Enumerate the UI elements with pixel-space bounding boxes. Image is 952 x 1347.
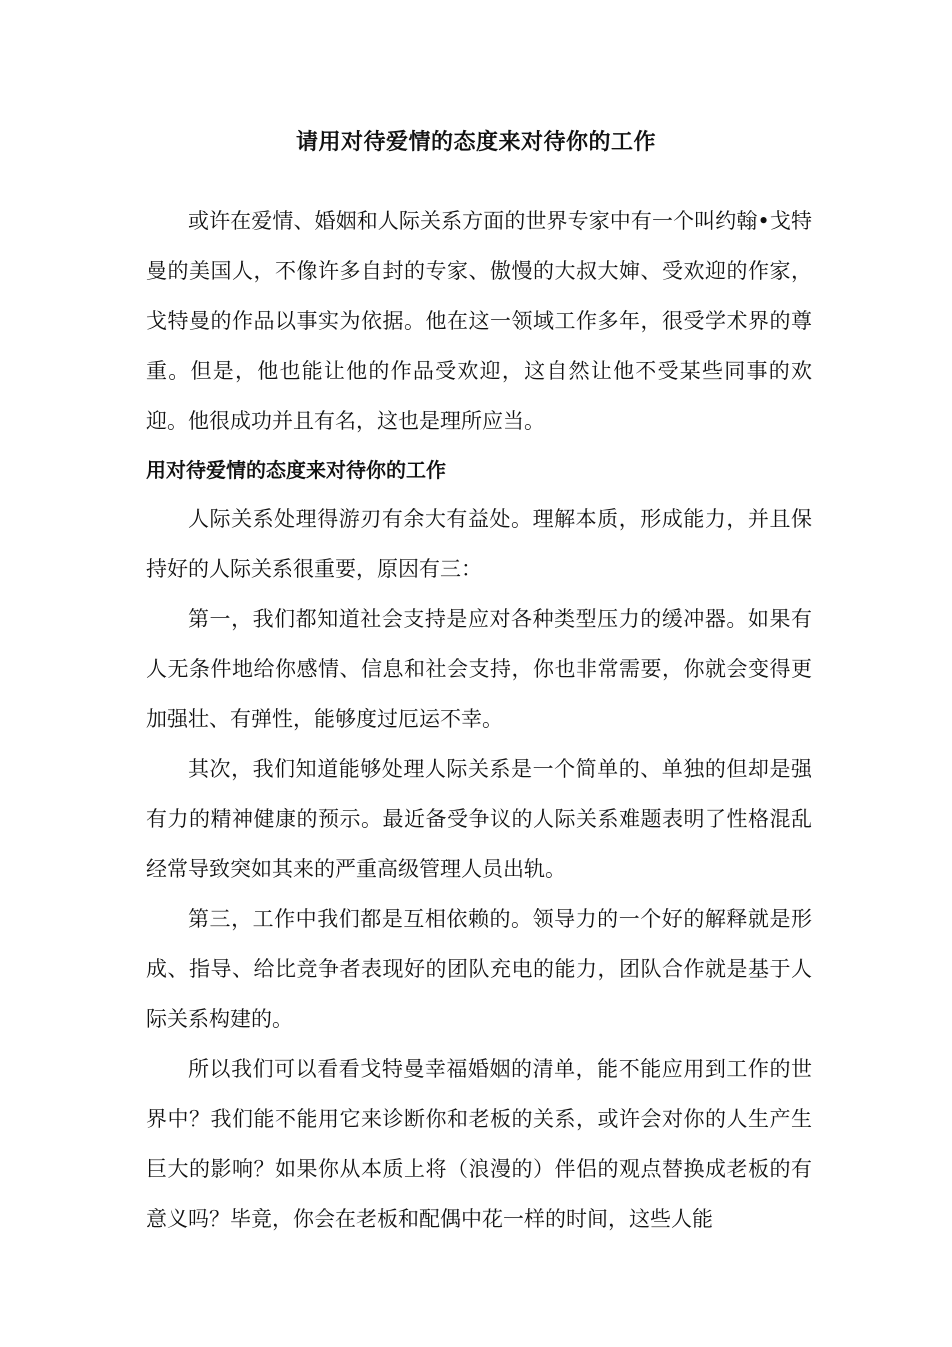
paragraph-gottman-checklist: 所以我们可以看看戈特曼幸福婚姻的清单，能不能应用到工作的世界中？我们能不能用它来诊断你和老板的关系，或许会对你的人生产生巨大的影响？如果你从本质上将（浪漫的）伴侣的观点替换成老板的有意义吗？毕竟，你会在老板和配偶中花一样的时间，这些人能 bbox=[146, 1057, 812, 1231]
intro-paragraph: 或许在爱情、婚姻和人际关系方面的世界专家中有一个叫约翰•戈特曼的美国人，不像许多自封的专家、傲慢的大叔大婶、受欢迎的作家，戈特曼的作品以事实为依据。他在这一领域工作多年，很受学术界的尊重。但是，他也能让他的作品受欢迎，这自然让他不受某些同事的欢迎。他很成功并且有名，这也是理所应当。 bbox=[146, 209, 812, 433]
paragraph-third-reason: 第三，工作中我们都是互相依赖的。领导力的一个好的解释就是形成、指导、给比竞争者表现好的团队充电的能力，团队合作就是基于人际关系构建的。 bbox=[146, 907, 812, 1031]
paragraph-second-reason: 其次，我们知道能够处理人际关系是一个简单的、单独的但却是强有力的精神健康的预示。最近备受争议的人际关系难题表明了性格混乱经常导致突如其来的严重高级管理人员出轨。 bbox=[146, 757, 812, 881]
paragraph-first-reason: 第一，我们都知道社会支持是应对各种类型压力的缓冲器。如果有人无条件地给你感情、信息和社会支持，你也非常需要，你就会变得更加强壮、有弹性，能够度过厄运不幸。 bbox=[146, 607, 812, 731]
document-body bbox=[146, 196, 812, 1244]
paragraph-three-reasons: 人际关系处理得游刃有余大有益处。理解本质，形成能力，并且保持好的人际关系很重要，原因有三： bbox=[146, 507, 812, 581]
document-title: 请用对待爱情的态度来对待你的工作 bbox=[295, 129, 656, 155]
section-heading: 用对待爱情的态度来对待你的工作 bbox=[146, 458, 446, 482]
